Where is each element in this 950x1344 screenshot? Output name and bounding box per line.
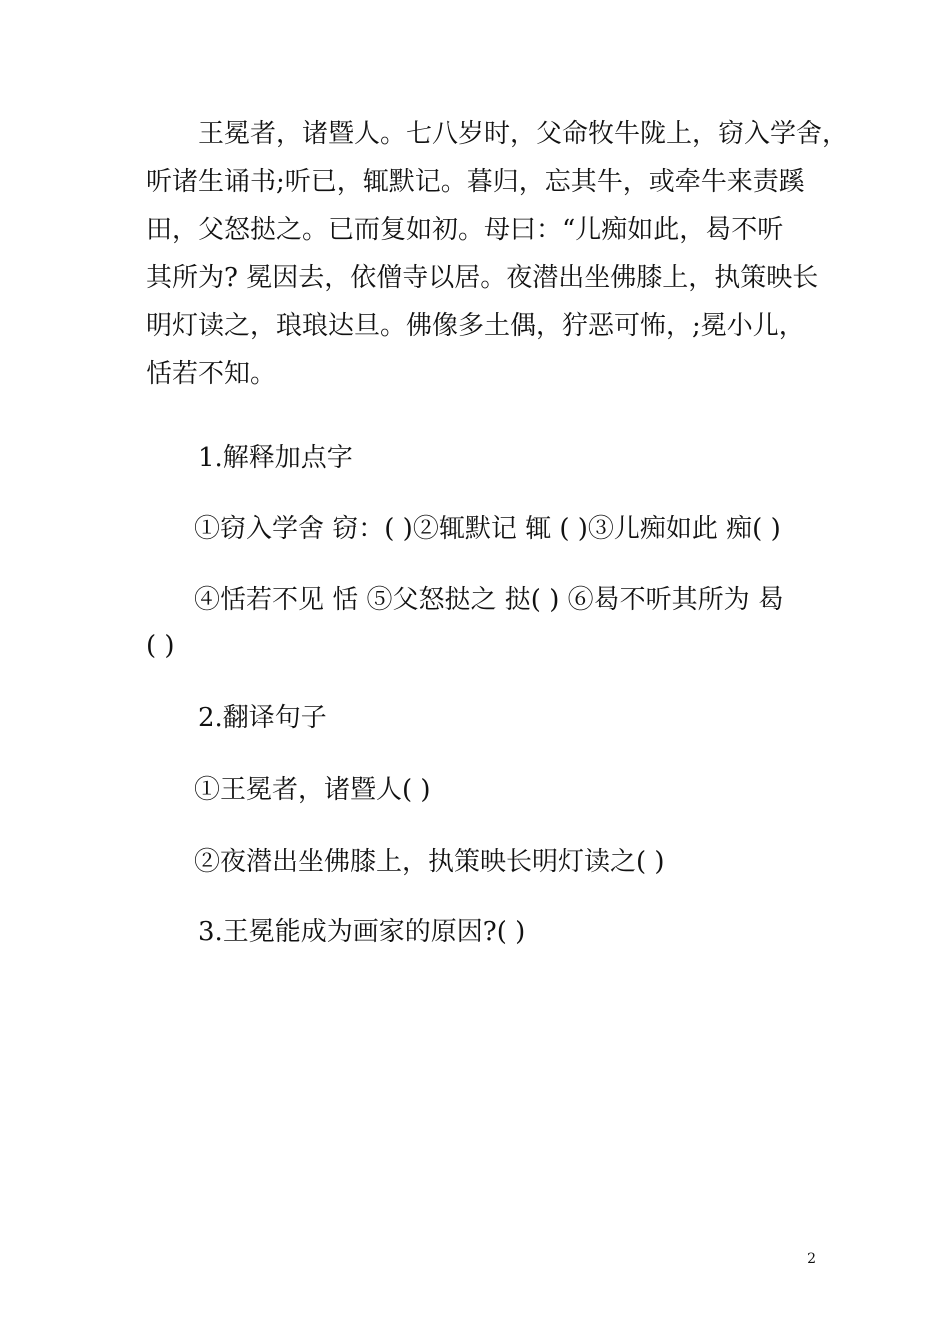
question-1-line-1: ①窃入学舍 窃：( )②辄默记 辄 ( )③儿痴如此 痴( ) [194, 514, 781, 544]
question-1-line-3: ( ) [146, 631, 175, 661]
passage-line: 其所为? 冕因去，依僧寺以居。夜潜出坐佛膝上，执策映长 [146, 263, 819, 293]
passage-line: 听诸生诵书;听已，辄默记。暮归，忘其牛，或牵牛来责蹊 [146, 167, 805, 197]
question-2-title: 2.翻译句子 [198, 703, 327, 733]
passage-line: 恬若不知。 [146, 359, 277, 389]
passage-line: 王冕者，诸暨人。七八岁时，父命牧牛陇上，窃入学舍， [198, 119, 849, 149]
question-1-line-2: ④恬若不见 恬 ⑤父怒挞之 挞( ) ⑥曷不听其所为 曷 [194, 585, 784, 615]
question-2-item-1: ①王冕者，诸暨人( ) [194, 775, 431, 805]
passage-line: 明灯读之，琅琅达旦。佛像多土偶，狞恶可怖，;冕小儿， [146, 311, 805, 341]
question-3-title: 3.王冕能成为画家的原因?( ) [198, 917, 526, 947]
question-2-item-2: ②夜潜出坐佛膝上，执策映长明灯读之( ) [194, 847, 665, 877]
passage-paragraph [146, 110, 849, 398]
page-number: 2 [807, 1251, 816, 1267]
passage-line: 田，父怒挞之。已而复如初。母曰：“儿痴如此，曷不听 [146, 215, 784, 245]
question-1-title: 1.解释加点字 [198, 443, 353, 473]
